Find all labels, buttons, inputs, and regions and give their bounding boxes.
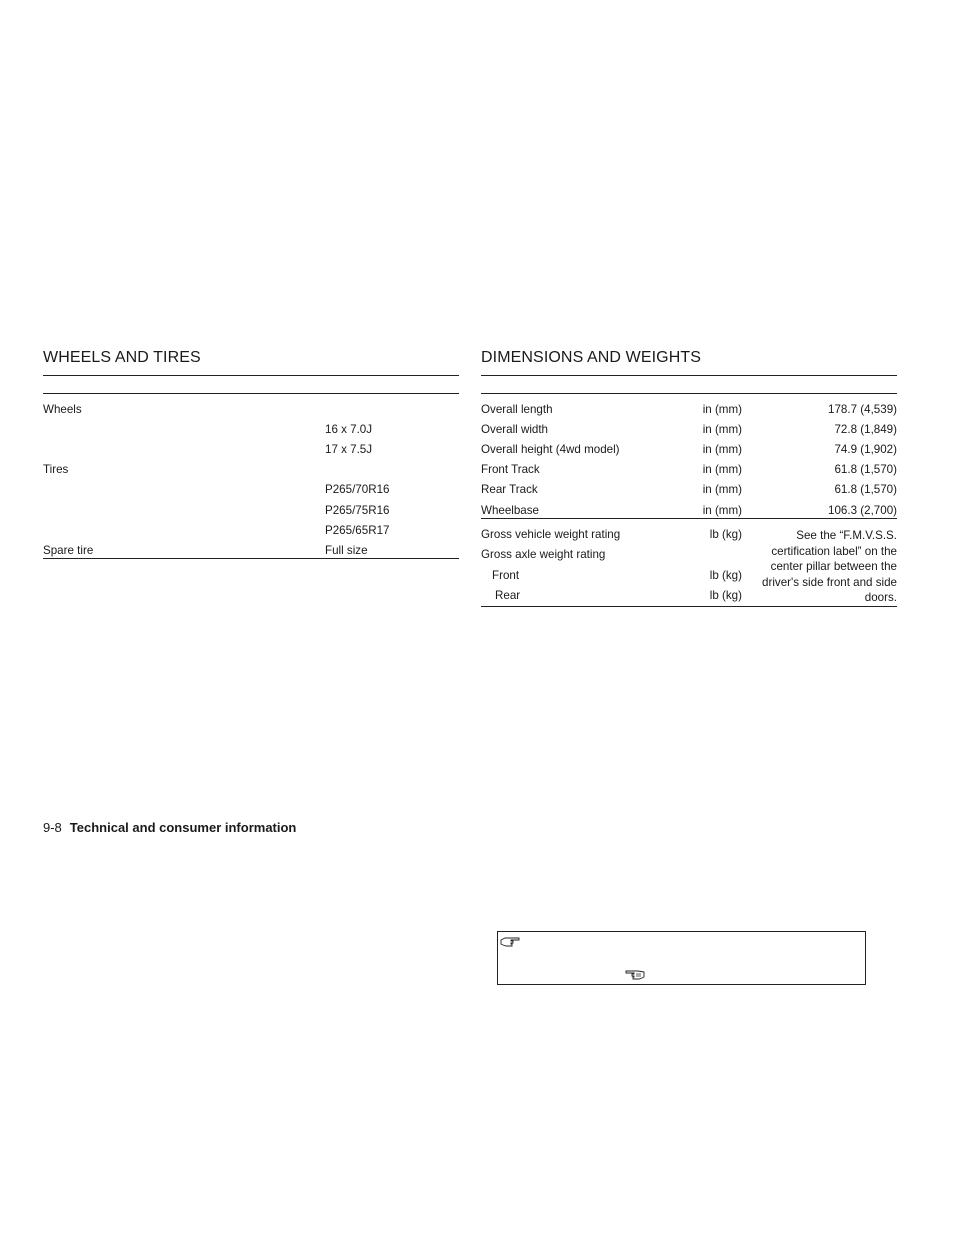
weight-label: Gross vehicle weight rating <box>481 528 621 541</box>
dimension-value: 72.8 (1,849) <box>834 423 897 436</box>
weight-unit: lb (kg) <box>709 528 742 541</box>
table-bottom-rule <box>43 558 459 559</box>
table-label: Tires <box>43 463 69 476</box>
weight-label: Front <box>492 569 520 582</box>
tire-size-value: P265/75R16 <box>325 504 390 517</box>
title-divider <box>43 375 459 376</box>
dimension-unit: in (mm) <box>702 483 742 496</box>
dimension-label: Overall width <box>481 423 549 436</box>
dimension-unit: in (mm) <box>702 443 742 456</box>
dimension-value: 178.7 (4,539) <box>828 403 897 416</box>
table-label: Spare tire <box>43 544 94 557</box>
pointing-hand-icon <box>500 935 520 947</box>
dimension-label: Overall height (4wd model) <box>481 443 620 456</box>
weight-label: Rear <box>495 589 521 602</box>
weight-unit: lb (kg) <box>709 589 742 602</box>
page-footer <box>43 820 296 835</box>
table-row-divider <box>481 518 897 519</box>
weight-rating-note: See the “F.M.V.S.S. certification label” on the center pillar between the driver's side front and side doors. <box>762 529 897 604</box>
wheels-and-tires-title: WHEELS AND TIRES <box>43 349 201 366</box>
dimension-label: Rear Track <box>481 483 538 496</box>
dimension-value: 106.3 (2,700) <box>828 504 897 517</box>
title-divider <box>481 375 897 376</box>
dimension-unit: in (mm) <box>702 463 742 476</box>
dimension-label: Overall length <box>481 403 553 416</box>
reference-callout-box <box>497 931 866 985</box>
wheel-size-value: 17 x 7.5J <box>325 443 373 456</box>
pointing-hand-back-icon <box>625 968 645 980</box>
wheel-size-value: 16 x 7.0J <box>325 423 373 436</box>
weight-unit: lb (kg) <box>709 569 742 582</box>
table-header-divider <box>43 393 459 394</box>
dimension-unit: in (mm) <box>702 504 742 517</box>
footer-section-title: Technical and consumer information <box>69 820 297 835</box>
dimension-value: 61.8 (1,570) <box>834 463 897 476</box>
table-label: Wheels <box>43 403 82 416</box>
tire-size-value: P265/70R16 <box>325 483 390 496</box>
table-bottom-rule <box>481 606 897 607</box>
table-header-divider <box>481 393 897 394</box>
dimension-label: Wheelbase <box>481 504 540 517</box>
dimension-label: Front Track <box>481 463 540 476</box>
dimension-value: 61.8 (1,570) <box>834 483 897 496</box>
dimension-unit: in (mm) <box>702 423 742 436</box>
spare-tire-value: Full size <box>325 544 368 557</box>
tire-size-value: P265/65R17 <box>325 524 390 537</box>
weight-label: Gross axle weight rating <box>481 548 606 561</box>
dimensions-and-weights-title: DIMENSIONS AND WEIGHTS <box>481 349 701 366</box>
dimension-unit: in (mm) <box>702 403 742 416</box>
page-number: 9-8 <box>43 820 62 835</box>
dimension-value: 74.9 (1,902) <box>834 443 897 456</box>
